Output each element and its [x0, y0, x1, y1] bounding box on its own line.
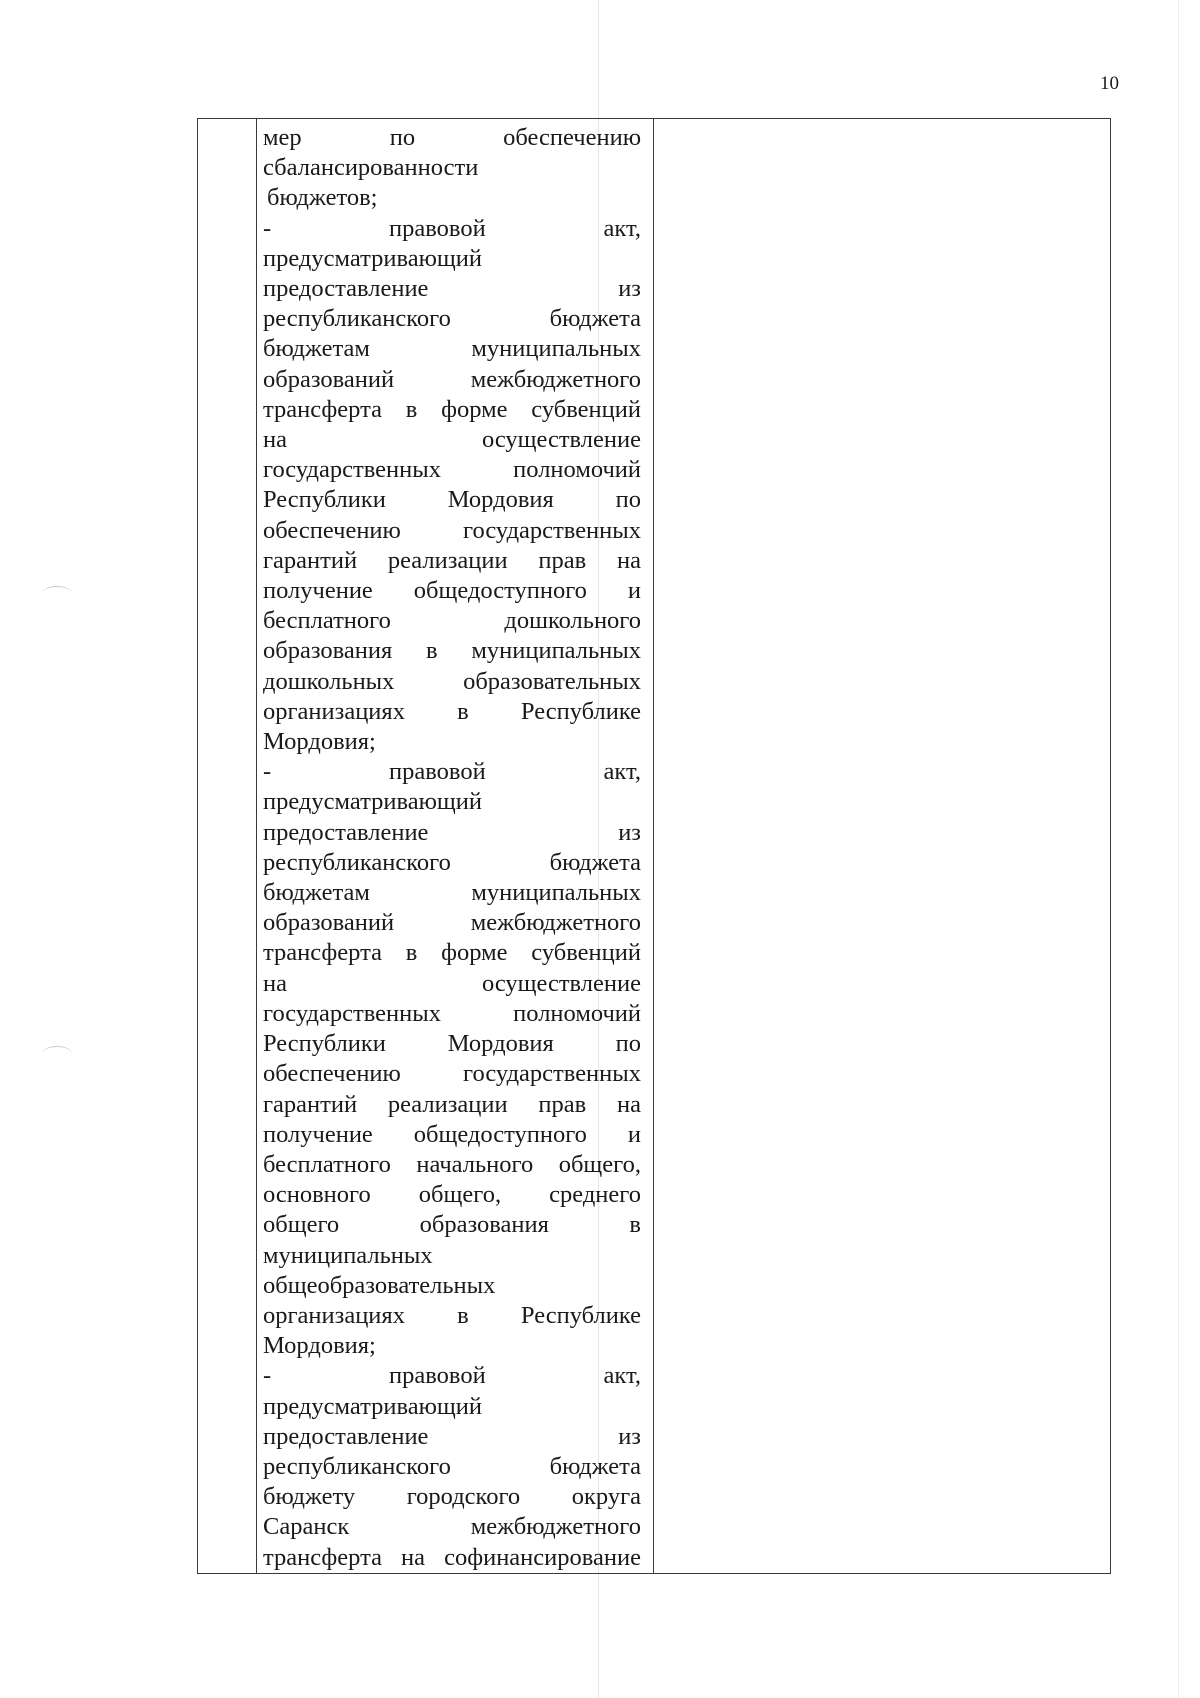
- text-line: предоставление из: [263, 818, 641, 846]
- text-line: гарантий реализации прав на: [263, 546, 641, 574]
- text-line: организациях в Республике: [263, 697, 641, 725]
- text-line: муниципальных: [263, 1241, 433, 1269]
- text-line: основного общего, среднего: [263, 1181, 641, 1209]
- text-line: образований межбюджетного: [263, 365, 641, 393]
- text-line: - правовой акт,: [263, 1362, 641, 1390]
- text-line: обеспечению государственных: [263, 1060, 641, 1088]
- text-line: гарантий реализации прав на: [263, 1090, 641, 1118]
- document-table: [197, 118, 1111, 1574]
- text-line: бюджетов;: [267, 184, 378, 212]
- text-line: бюджету городского округа: [263, 1483, 641, 1511]
- text-line: республиканского бюджета: [263, 1452, 641, 1480]
- text-line: образования в муниципальных: [263, 637, 641, 665]
- table-cell-notes: [654, 119, 1111, 1574]
- text-line: организациях в Республике: [263, 1301, 641, 1329]
- cell-text-block: [257, 119, 653, 1573]
- text-line: получение общедоступного и: [263, 577, 641, 605]
- text-line: дошкольных образовательных: [263, 667, 641, 695]
- punch-hole-mark-upper: [42, 586, 72, 601]
- text-line: Республики Мордовия по: [263, 486, 641, 514]
- text-line: на осуществление: [263, 969, 641, 997]
- text-line: бюджетам муниципальных: [263, 879, 641, 907]
- scan-edge-shadow: [1178, 0, 1179, 1698]
- text-line: трансферта на софинансирование: [263, 1543, 641, 1571]
- text-line: образований межбюджетного: [263, 909, 641, 937]
- table-cell-documents: [257, 119, 654, 1574]
- text-line: государственных полномочий: [263, 456, 641, 484]
- text-line: Саранск межбюджетного: [263, 1513, 641, 1541]
- punch-hole-mark-lower: [42, 1046, 72, 1061]
- text-line: Мордовия;: [263, 728, 376, 756]
- text-line: получение общедоступного и: [263, 1120, 641, 1148]
- text-line: бесплатного начального общего,: [263, 1150, 641, 1178]
- text-line: предусматривающий: [263, 788, 482, 816]
- text-line: трансферта в форме субвенций: [263, 939, 641, 967]
- text-line: сбалансированности: [263, 154, 479, 182]
- text-line: республиканского бюджета: [263, 305, 641, 333]
- text-line: предусматривающий: [263, 1392, 482, 1420]
- text-line: трансферта в форме субвенций: [263, 395, 641, 423]
- text-line: общего образования в: [263, 1211, 641, 1239]
- text-line: предоставление из: [263, 1422, 641, 1450]
- text-line: бесплатного дошкольного: [263, 607, 641, 635]
- page-number: 10: [1100, 73, 1119, 94]
- text-line: республиканского бюджета: [263, 848, 641, 876]
- text-line: предоставление из: [263, 275, 641, 303]
- text-line: - правовой акт,: [263, 214, 641, 242]
- text-line: Мордовия;: [263, 1332, 376, 1360]
- text-line: на осуществление: [263, 426, 641, 454]
- table-cell-index: [198, 119, 257, 1574]
- text-line: предусматривающий: [263, 244, 482, 272]
- text-line: общеобразовательных: [263, 1271, 496, 1299]
- text-line: бюджетам муниципальных: [263, 335, 641, 363]
- text-line: - правовой акт,: [263, 758, 641, 786]
- text-line: мер по обеспечению: [263, 124, 641, 151]
- text-line: обеспечению государственных: [263, 516, 641, 544]
- text-line: государственных полномочий: [263, 999, 641, 1027]
- text-line: Республики Мордовия по: [263, 1030, 641, 1058]
- table-row: [198, 119, 1111, 1574]
